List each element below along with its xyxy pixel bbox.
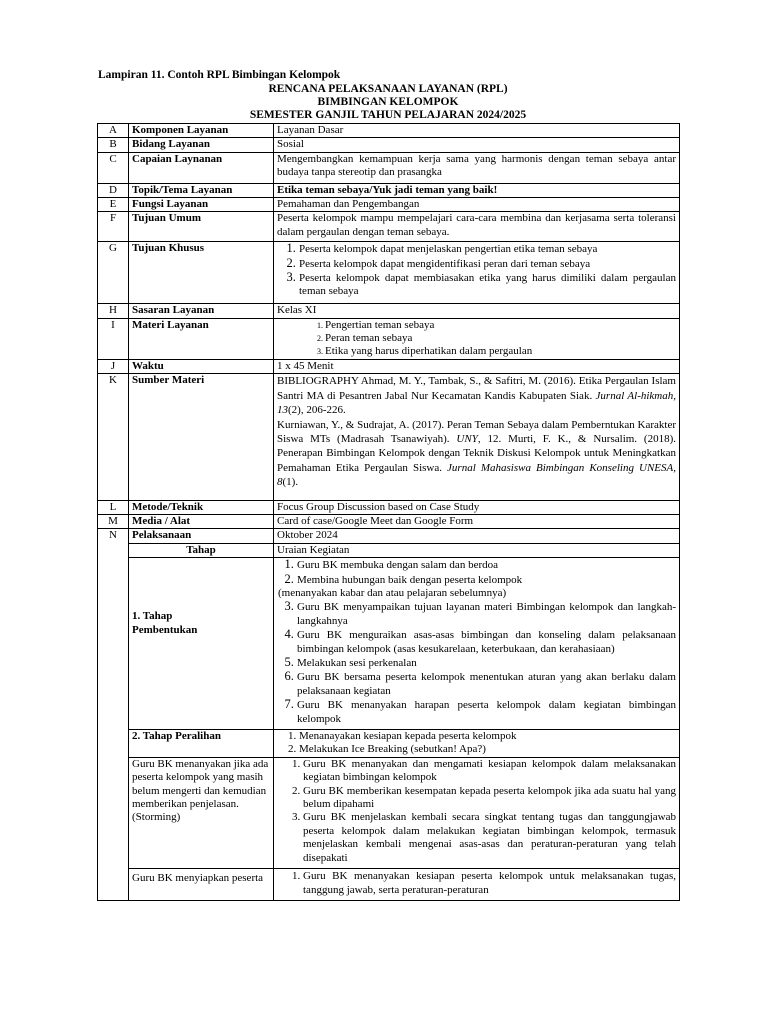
appendix-title: Lampiran 11. Contoh RPL Bimbingan Kelompok bbox=[98, 69, 341, 81]
row-label: Waktu bbox=[129, 359, 274, 373]
row-letter: M bbox=[98, 514, 129, 528]
row-value bbox=[274, 318, 680, 359]
stage-label: 2. Tahap Peralihan bbox=[129, 730, 274, 758]
stage-header-row bbox=[98, 543, 680, 557]
stage-row bbox=[98, 730, 680, 758]
material-list bbox=[277, 319, 676, 359]
table-row bbox=[98, 374, 680, 500]
stage-label: Guru BK menyiapkan peserta bbox=[129, 869, 274, 901]
reference-text: (1). bbox=[282, 476, 299, 489]
row-value: Mengembangkan kemampuan kerja sama yang harmonis dengan teman sebaya antar budaya tanpa stereotip dan prasangka bbox=[274, 152, 680, 183]
table-row bbox=[98, 198, 680, 212]
row-label: Komponen Layanan bbox=[129, 124, 274, 138]
row-letter: J bbox=[98, 359, 129, 373]
row-label: Fungsi Layanan bbox=[129, 198, 274, 212]
document-title: RENCANA PELAKSANAAN LAYANAN (RPL) bbox=[268, 83, 508, 95]
table-row bbox=[98, 359, 680, 373]
stage-activities bbox=[274, 558, 680, 730]
reference-journal: Jurnal Al-hikmah, 13 bbox=[277, 389, 676, 417]
list-item: 1. Pengertian teman sebaya bbox=[325, 319, 676, 332]
list-item: 3. Guru BK menjelaskan kembali secara singkat tentang tugas dan tanggungjawab peserta kelompok dalam melakukan kegiatan bimbingan kelompok, termasuk menjelaskan kembali mengenai asas-asas dan peraturan-peraturan yang telah disepakati bbox=[303, 811, 676, 865]
row-value: Peserta kelompok mampu mempelajari cara-cara membina dan kerjasama serta toleransi dalam pergaulan dengan teman sebaya. bbox=[274, 212, 680, 242]
list-item: 1. Guru BK menanyakan kesiapan peserta kelompok untuk melaksanakan tugas, tanggung jawab, serta peraturan-peraturan bbox=[303, 870, 676, 897]
list-item: 2. Peran teman sebaya bbox=[325, 332, 676, 345]
list-item: 2. Peserta kelompok dapat mengidentifikasi peran dari teman sebaya bbox=[299, 257, 676, 271]
row-label: Sumber Materi bbox=[129, 374, 274, 500]
stage-label-line: 1. Tahap bbox=[132, 610, 173, 623]
activity-list bbox=[277, 758, 676, 865]
activity-list bbox=[277, 730, 676, 757]
row-letter: K bbox=[98, 374, 129, 500]
table-row bbox=[98, 529, 680, 543]
table-row bbox=[98, 514, 680, 528]
row-value: Etika teman sebaya/Yuk jadi teman yang baik! bbox=[274, 183, 680, 197]
list-item: 1. Guru BK menanyakan dan mengamati kesiapan kelompok dalam melaksanakan kegiatan bimbingan kelompok bbox=[303, 758, 676, 785]
row-label: Metode/Teknik bbox=[129, 500, 274, 514]
row-label: Tujuan Umum bbox=[129, 212, 274, 242]
stage-row bbox=[98, 757, 680, 868]
row-letter: F bbox=[98, 212, 129, 242]
activity-list bbox=[277, 600, 676, 726]
row-letter: G bbox=[98, 242, 129, 304]
table-row bbox=[98, 318, 680, 359]
row-label: Pelaksanaan bbox=[129, 529, 274, 543]
table-row bbox=[98, 212, 680, 242]
list-item: 7. Guru BK menanyakan harapan peserta kelompok dalam kegiatan bimbingan kelompok bbox=[297, 698, 676, 726]
row-value: Focus Group Discussion based on Case Study bbox=[274, 500, 680, 514]
list-item: 2. Guru BK memberikan kesempatan kepada peserta kelompok jika ada suatu hal yang belum dipahami bbox=[303, 785, 676, 812]
document-subtitle: BIMBINGAN KELOMPOK bbox=[317, 96, 459, 108]
stage-activities bbox=[274, 869, 680, 901]
list-item: 3. Peserta kelompok dapat membiasakan etika yang harus dimiliki dalam pergaulan teman sebaya bbox=[299, 271, 676, 299]
activity-list bbox=[277, 558, 676, 587]
row-label: Capaian Laynanan bbox=[129, 152, 274, 183]
reference-text: BIBLIOGRAPHY Ahmad, M. Y., Tambak, S., & Safitri, M. (2016). Etika Pergaulan Islam Santri MA di Pesantren Jabal Nur Kecamatan Kandis Kabupaten Siak. bbox=[277, 375, 676, 402]
list-item: 2. Melakukan Ice Breaking (sebutkan! Apa?) bbox=[299, 743, 676, 756]
stage-header: Tahap bbox=[129, 543, 274, 557]
list-item: 3. Guru BK menyampaikan tujuan layanan materi Bimbingan kelompok dan langkah-langkahnya bbox=[297, 600, 676, 628]
row-letter: B bbox=[98, 138, 129, 152]
list-item: 1. Guru BK membuka dengan salam dan berdoa bbox=[297, 558, 676, 572]
row-value: Sosial bbox=[274, 138, 680, 152]
stage-row bbox=[98, 869, 680, 901]
row-value: Kelas XI bbox=[274, 304, 680, 318]
activity-list bbox=[277, 870, 676, 897]
table-row bbox=[98, 152, 680, 183]
row-letter: I bbox=[98, 318, 129, 359]
row-letter: C bbox=[98, 152, 129, 183]
row-letter: N bbox=[98, 529, 129, 901]
row-value: 1 x 45 Menit bbox=[274, 359, 680, 373]
stage-row bbox=[98, 558, 680, 730]
list-item: 5. Melakukan sesi perkenalan bbox=[297, 656, 676, 670]
row-letter: E bbox=[98, 198, 129, 212]
table-row bbox=[98, 242, 680, 304]
row-value: Card of case/Google Meet dan Google Form bbox=[274, 514, 680, 528]
row-letter: A bbox=[98, 124, 129, 138]
reference-text: (2), 206-226. bbox=[288, 404, 346, 417]
list-item: 4. Guru BK menguraikan asas-asas bimbingan dan konseling dalam pelaksanaan bimbingan kelompok (asas kesukarelaan, keterbukaan, dan kerahasiaan) bbox=[297, 628, 676, 656]
reference-journal: Jurnal Mahasiswa Bimbingan Konseling UNESA, 8 bbox=[277, 461, 676, 489]
specific-goals-list bbox=[277, 242, 676, 299]
table-row bbox=[98, 183, 680, 197]
rpl-table bbox=[97, 123, 680, 901]
references bbox=[274, 374, 680, 500]
list-item: 1. Menanayakan kesiapan kepada peserta kelompok bbox=[299, 730, 676, 743]
row-value: Oktober 2024 bbox=[274, 529, 680, 543]
activity-note: (menanyakan kabar dan atau pelajaran sebelumnya) bbox=[278, 586, 507, 599]
row-value: Pemahaman dan Pengembangan bbox=[274, 198, 680, 212]
row-letter: D bbox=[98, 183, 129, 197]
row-label: Bidang Layanan bbox=[129, 138, 274, 152]
stage-label: Guru BK menanyakan jika ada peserta kelompok yang masih belum mengerti dan kemudian memberikan penjelasan. (Storming) bbox=[129, 757, 274, 868]
table-row bbox=[98, 304, 680, 318]
semester-title: SEMESTER GANJIL TAHUN PELAJARAN 2024/2025 bbox=[249, 109, 527, 121]
list-item: 3. Etika yang harus diperhatikan dalam pergaulan bbox=[325, 345, 676, 358]
row-label: Media / Alat bbox=[129, 514, 274, 528]
row-value bbox=[274, 242, 680, 304]
row-label: Sasaran Layanan bbox=[129, 304, 274, 318]
table-row bbox=[98, 124, 680, 138]
activity-header: Uraian Kegiatan bbox=[274, 543, 680, 557]
table-row bbox=[98, 500, 680, 514]
row-letter: H bbox=[98, 304, 129, 318]
list-item: 2. Membina hubungan baik dengan peserta kelompok bbox=[297, 573, 676, 587]
row-label: Tujuan Khusus bbox=[129, 242, 274, 304]
row-value: Layanan Dasar bbox=[274, 124, 680, 138]
stage-label bbox=[129, 558, 274, 730]
list-item: 6. Guru BK bersama peserta kelompok menentukan aturan yang akan berlaku dalam pelaksanaan kegiatan bbox=[297, 670, 676, 698]
stage-activities bbox=[274, 757, 680, 868]
row-label: Topik/Tema Layanan bbox=[129, 183, 274, 197]
list-item: 1. Peserta kelompok dapat menjelaskan pengertian etika teman sebaya bbox=[299, 242, 676, 256]
row-letter: L bbox=[98, 500, 129, 514]
reference-text: Kurniawan, Y., & Sudrajat, A. (2017). Peran Teman Sebaya dalam Pemberntukan Karakter Siswa MTs (Madrasah Tsanawiyah). bbox=[277, 418, 676, 445]
reference-journal: UNY bbox=[456, 432, 478, 445]
stage-activities bbox=[274, 730, 680, 758]
stage-label-line: Pembentukan bbox=[132, 623, 198, 636]
row-label: Materi Layanan bbox=[129, 318, 274, 359]
reference-text: , 12. Murti, F. K., & Nursalim. (2018). Penerapan Bimbingan Kelompok dengan Teknik Diskusi Kelompok untuk Meningkatkan Pemahaman Etika Pergaulan Siswa. bbox=[277, 432, 677, 474]
table-row bbox=[98, 138, 680, 152]
